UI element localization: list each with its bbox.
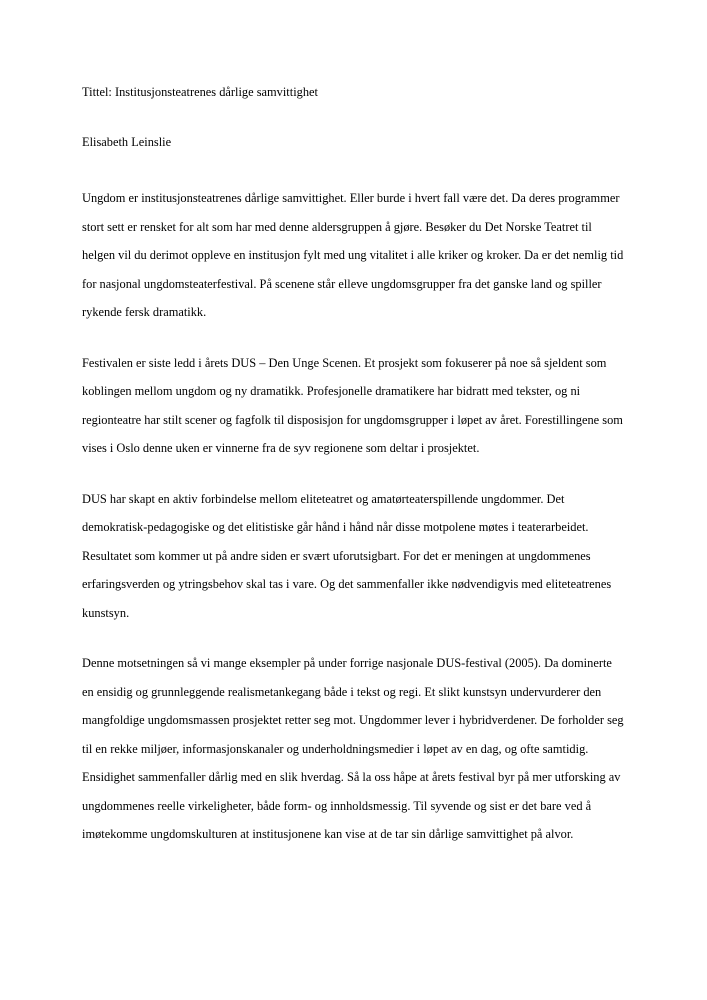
document-body: [82, 78, 625, 849]
document-author-line: Elisabeth Leinslie: [82, 134, 172, 149]
paragraph-3: DUS har skapt en aktiv forbindelse mellom eliteteatret og amatørteaterspillende ungdommer. Det demokratisk-pedagogiske og det elitistiske går hånd i hånd når disse motpolene møtes i teaterarbeidet. Resultatet som kommer ut på andre siden er svært uforutsigbart. For det er meningen at ungdommenes erfaringsverden og ytringsbehov skal tas i vare. Og det sammenfaller ikke nødvendigvis med eliteteatrenes kunstsyn.: [82, 491, 612, 620]
paragraph-4: Denne motsetningen så vi mange eksempler på under forrige nasjonale DUS-festival (2005). Da dominerte en ensidig og grunnleggende realismetankegang både i tekst og regi. Et slikt kunstsyn undervurderer den mangfoldige ungdomsmassen prosjektet retter seg mot. Ungdommer lever i hybridverdener. De forholder seg til en rekke miljøer, informasjonskanaler og underholdningsmedier i løpet av en dag, og ofte samtidig. Ensidighet sammenfaller dårlig med en slik hverdag. Så la oss håpe at årets festival byr på mer utforsking av ungdommenes reelle virkeligheter, både form- og innholdsmessig. Til syvende og sist er det bare ved å imøtekomme ungdomskulturen at institusjonene kan vise at de tar sin dårlige samvittighet på alvor.: [82, 656, 624, 841]
paragraph-2: Festivalen er siste ledd i årets DUS – Den Unge Scenen. Et prosjekt som fokuserer på noe så sjeldent som koblingen mellom ungdom og ny dramatikk. Profesjonelle dramatikere har bidratt med tekster, og ni regionteatre har stilt scener og fagfolk til disposisjon for ungdomsgrupper i løpet av året. Forestillingene som vises i Oslo denne uken er vinnerne fra de syv regionene som deltar i prosjektet.: [82, 355, 623, 455]
paragraph-1: Ungdom er institusjonsteatrenes dårlige samvittighet. Eller burde i hvert fall være det. Da deres programmer stort sett er rensket for alt som har med denne aldersgruppen å gjøre. Besøker du Det Norske Teatret til helgen vil du derimot oppleve en institusjon fylt med ung vitalitet i alle kriker og kroker. Da er det nemlig tid for nasjonal ungdomsteaterfestival. På scenene står elleve ungdomsgrupper fra det ganske land og spiller rykende fersk dramatikk.: [82, 191, 624, 319]
document-title-line: Tittel: Institusjonsteatrenes dårlige samvittighet: [82, 85, 318, 99]
